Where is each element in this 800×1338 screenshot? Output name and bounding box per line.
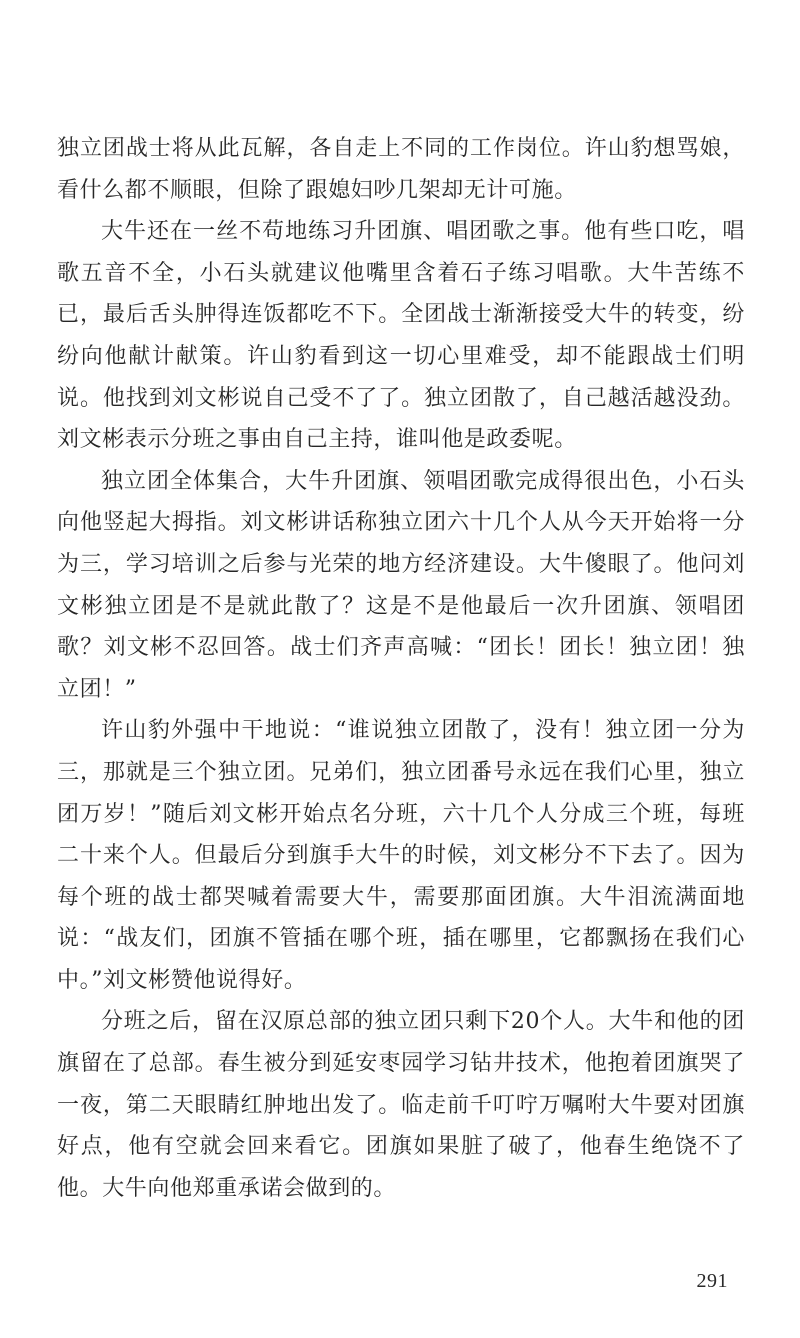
paragraph-5: 分班之后，留在汉原总部的独立团只剩下20个人。大牛和他的团旗留在了总部。春生被分到延安枣园学习钻井技术，他抱着团旗哭了一夜，第二天眼睛红肿地出发了。临走前千叮咛万嘱咐大牛要对团旗好点，他有空就会回来看它。团旗如果脏了破了，他春生绝饶不了他。大牛向他郑重承诺会做到的。 [57, 1009, 745, 1201]
paragraph-1: 独立团战士将从此瓦解，各自走上不同的工作岗位。许山豹想骂娘，看什么都不顺眼，但除了跟媳妇吵几架却无计可施。 [57, 136, 745, 203]
paragraph-3: 独立团全体集合，大牛升团旗、领唱团歌完成得很出色，小石头向他竖起大拇指。刘文彬讲话称独立团六十几个人从今天开始将一分为三，学习培训之后参与光荣的地方经济建设。大牛傻眼了。他问刘文彬独立团是不是就此散了？这是不是他最后一次升团旗、领唱团歌？刘文彬不忍回答。战士们齐声高喊：“团长！团长！独立团！独立团！” [57, 468, 745, 702]
text-body [57, 128, 745, 1209]
page-number: 291 [696, 1270, 728, 1292]
paragraph-4: 许山豹外强中干地说：“谁说独立团散了，没有！独立团一分为三，那就是三个独立团。兄弟们，独立团番号永远在我们心里，独立团万岁！”随后刘文彬开始点名分班，六十几个人分成三个班，每班二十来个人。但最后分到旗手大牛的时候，刘文彬分不下去了。因为每个班的战士都哭喊着需要大牛，需要那面团旗。大牛泪流满面地说：“战友们，团旗不管插在哪个班，插在哪里，它都飘扬在我们心中。”刘文彬赞他说得好。 [57, 718, 745, 993]
paragraph-2: 大牛还在一丝不苟地练习升团旗、唱团歌之事。他有些口吃，唱歌五音不全，小石头就建议他嘴里含着石子练习唱歌。大牛苦练不已，最后舌头肿得连饭都吃不下。全团战士渐渐接受大牛的转变，纷纷向他献计献策。许山豹看到这一切心里难受，却不能跟战士们明说。他找到刘文彬说自己受不了了。独立团散了，自己越活越没劲。刘文彬表示分班之事由自己主持，谁叫他是政委呢。 [57, 219, 745, 453]
